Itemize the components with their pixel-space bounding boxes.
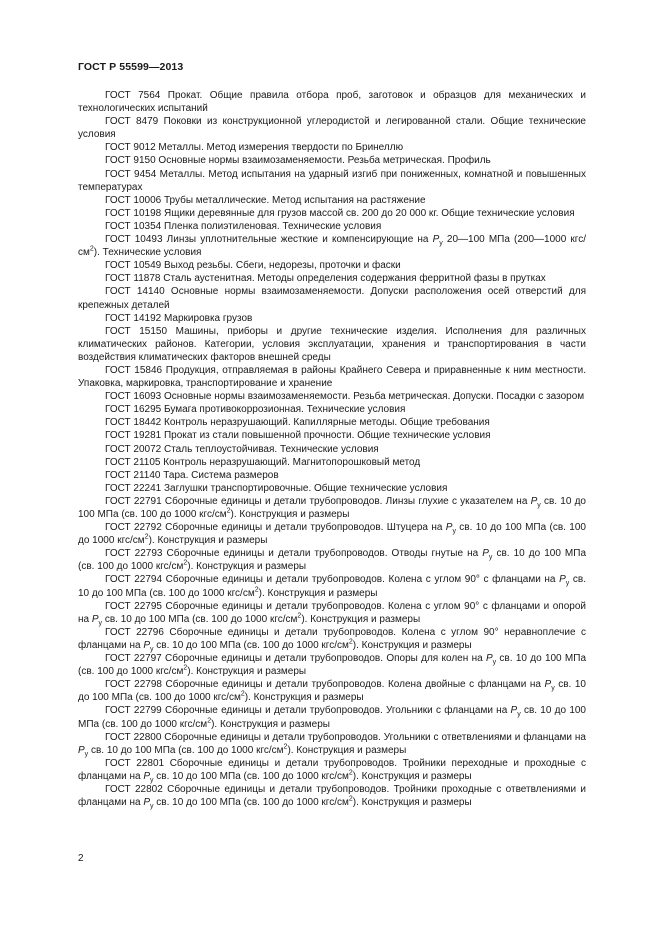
reference-item: ГОСТ 22796 Сборочные единицы и детали трубопроводов. Колена с углом 90° неравноплечие с фланцами на $P_у$ св. 10 до 100 МПа (св. 100 до 1000 кгс/$см^2$). Конструкция и размеры bbox=[78, 626, 586, 653]
page-number: 2 bbox=[78, 853, 84, 864]
reference-item: ГОСТ 20072 Сталь теплоустойчивая. Технические условия bbox=[105, 443, 379, 455]
reference-item: ГОСТ 22792 Сборочные единицы и детали трубопроводов. Штуцера на $P_у$ св. 10 до 100 МПа (св. 100 до 1000 кгс/$см^2$). Конструкция и размеры bbox=[78, 522, 586, 547]
reference-item: ГОСТ 21140 Тара. Система размеров bbox=[105, 469, 279, 481]
reference-item: ГОСТ 16295 Бумага противокоррозионная. Технические условия bbox=[105, 404, 406, 416]
reference-item: ГОСТ 15150 Машины, приборы и другие технические изделия. Исполнения для различных климатических районов. Категории, условия эксплуатации, хранения и транспортирования в части воздействия климатических факторов внешней среды bbox=[78, 325, 586, 363]
reference-item: ГОСТ 22801 Сборочные единицы и детали трубопроводов. Тройники переходные и проходные с фланцами на $P_у$ св. 10 до 100 МПа (св. 100 до 1000 кгс/$см^2$). Конструкция и размеры bbox=[78, 757, 586, 784]
reference-item: ГОСТ 10493 Линзы уплотнительные жесткие и компенсирующие на $P_у$ 20—100 МПа (200—1000 кгс/$см^2$). Технические условия bbox=[78, 234, 587, 259]
reference-item: ГОСТ 14192 Маркировка грузов bbox=[105, 312, 253, 324]
reference-item: ГОСТ 10006 Трубы металлические. Метод испытания на растяжение bbox=[105, 194, 426, 206]
reference-item: ГОСТ 8479 Поковки из конструкционной углеродистой и легированной стали. Общие технические условия bbox=[78, 116, 586, 141]
reference-item: ГОСТ 10354 Пленка полиэтиленовая. Технические условия bbox=[105, 220, 382, 232]
reference-item: ГОСТ 22793 Сборочные единицы и детали трубопроводов. Отводы гнутые на $P_у$ св. 10 до 100 МПа (св. 100 до 1000 кгс/$см^2$). Конструкция и размеры bbox=[78, 548, 587, 573]
reference-item: ГОСТ 22800 Сборочные единицы и детали трубопроводов. Угольники с ответвлениями и фланцами на $P_у$ св. 10 до 100 МПа (св. 100 до 1000 кгс/$см^2$). Конструкция и размеры bbox=[78, 731, 586, 758]
reference-item: ГОСТ 14140 Основные нормы взаимозаменяемости. Допуски расположения осей отверстий для крепежных деталей bbox=[78, 286, 586, 311]
reference-item: ГОСТ 15846 Продукция, отправляемая в районы Крайнего Севера и приравненные к ним местности. Упаковка, маркировка, транспортирование и хранение bbox=[78, 364, 586, 390]
reference-item: ГОСТ 22802 Сборочные единицы и детали трубопроводов. Тройники проходные с ответвлениями и фланцами на $P_у$ св. 10 до 100 МПа (св. 100 до 1000 кгс/$см^2$). Конструкция и размеры bbox=[78, 783, 586, 811]
reference-item: ГОСТ 16093 Основные нормы взаимозаменяемости. Резьба метрическая. Допуски. Посадки с зазором bbox=[105, 391, 585, 403]
reference-item: ГОСТ 22798 Сборочные единицы и детали трубопроводов. Колена двойные с фланцами на $P_у$ св. 10 до 100 МПа (св. 100 до 1000 кгс/$см^2$). Конструкция и размеры bbox=[78, 679, 586, 704]
reference-item: ГОСТ 22791 Сборочные единицы и детали трубопроводов. Линзы глухие с указателем на $P_у$ св. 10 до 100 МПа (св. 100 до 1000 кгс/$см^2$). Конструкция и размеры bbox=[78, 495, 586, 520]
reference-item: ГОСТ 22794 Сборочные единицы и детали трубопроводов. Колена с углом 90° с фланцами на $P_у$ св. 10 до 100 МПа (св. 100 до 1000 кгс/$см^2$). Конструкция и размеры bbox=[78, 574, 586, 599]
reference-item: ГОСТ 21105 Контроль неразрушающий. Магнитопорошковый метод bbox=[105, 456, 421, 468]
reference-item: ГОСТ 18442 Контроль неразрушающий. Капиллярные методы. Общие требования bbox=[105, 417, 490, 429]
reference-item: ГОСТ 22795 Сборочные единицы и детали трубопроводов. Колена с углом 90° с фланцами и опорой на $P_у$ св. 10 до 100 МПа (св. 100 до 1000 кгс/$см^2$). Конструкция и размеры bbox=[78, 600, 586, 627]
reference-item: ГОСТ 19281 Прокат из стали повышенной прочности. Общие технические условия bbox=[105, 430, 491, 442]
reference-item: ГОСТ 7564 Прокат. Общие правила отбора проб, заготовок и образцов для механических и технологических испытаний bbox=[78, 90, 586, 115]
reference-item: ГОСТ 9012 Металлы. Метод измерения твердости по Бринеллю bbox=[105, 142, 404, 154]
reference-item: ГОСТ 10549 Выход резьбы. Сбеги, недорезы, проточки и фаски bbox=[105, 260, 401, 272]
reference-item: ГОСТ 10198 Ящики деревянные для грузов массой св. 200 до 20 000 кг. Общие технические условия bbox=[105, 207, 575, 219]
reference-item: ГОСТ 11878 Сталь аустенитная. Методы определения содержания ферритной фазы в прутках bbox=[105, 273, 546, 285]
normative-references-list bbox=[78, 89, 586, 809]
reference-item: ГОСТ 9454 Металлы. Метод испытания на ударный изгиб при пониженных, комнатной и повышенных температурах bbox=[78, 168, 586, 193]
reference-item: ГОСТ 22797 Сборочные единицы и детали трубопроводов. Опоры для колен на $P_у$ св. 10 до 100 МПа (св. 100 до 1000 кгс/$см^2$). Конструкция и размеры bbox=[78, 653, 587, 678]
document-header: ГОСТ Р 55599—2013 bbox=[78, 61, 184, 73]
reference-item: ГОСТ 9150 Основные нормы взаимозаменяемости. Резьба метрическая. Профиль bbox=[105, 155, 491, 167]
reference-item: ГОСТ 22799 Сборочные единицы и детали трубопроводов. Угольники с фланцами на $P_у$ св. 10 до 100 МПа (св. 100 до 1000 кгс/$см^2$). Конструкция и размеры bbox=[78, 705, 586, 730]
reference-item: ГОСТ 22241 Заглушки транспортировочные. Общие технические условия bbox=[105, 482, 448, 494]
